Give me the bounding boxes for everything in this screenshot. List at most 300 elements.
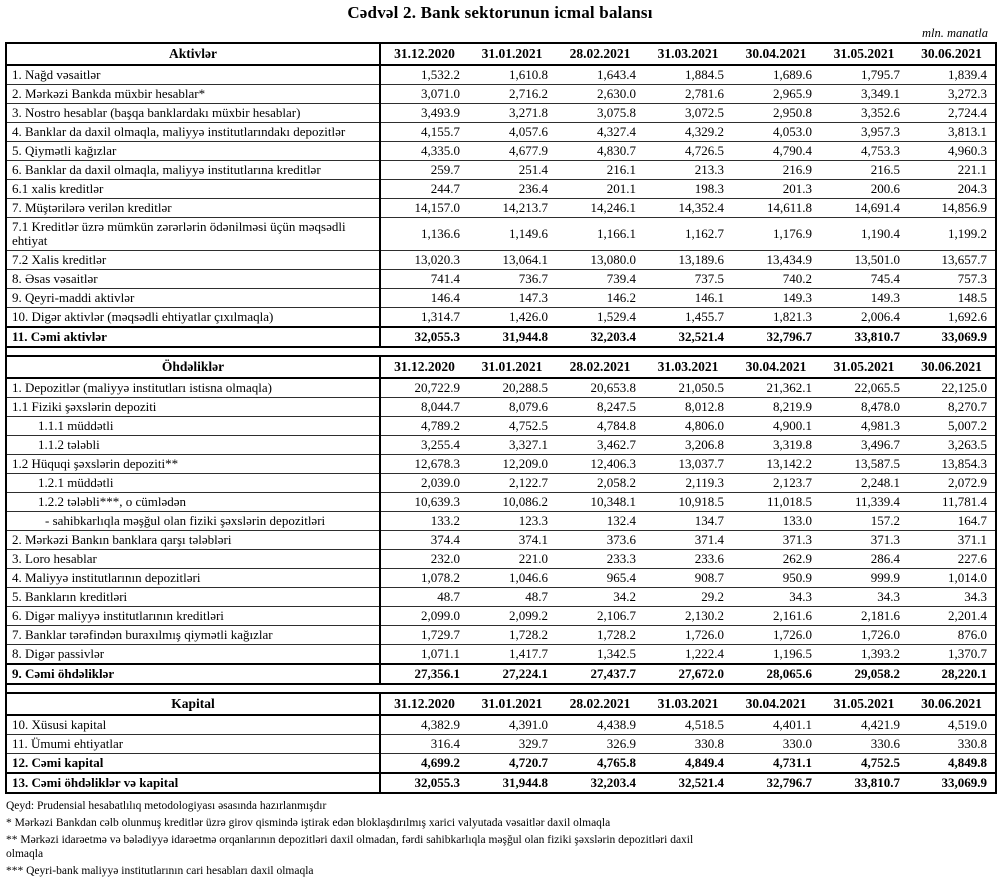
value-cell: 2,106.7 <box>556 607 644 626</box>
value-cell: 4,329.2 <box>644 123 732 142</box>
value-cell: 4,753.3 <box>820 142 908 161</box>
table-row <box>6 378 996 398</box>
table-row <box>6 512 996 531</box>
column-header-date: 31.12.2020 <box>380 693 468 715</box>
value-cell: 133.0 <box>732 512 820 531</box>
value-cell: 149.3 <box>820 289 908 308</box>
value-cell: 10,086.2 <box>468 493 556 512</box>
value-cell: 1,839.4 <box>908 65 996 85</box>
table-row <box>6 493 996 512</box>
value-cell: 34.2 <box>556 588 644 607</box>
value-cell: 3,352.6 <box>820 104 908 123</box>
value-cell: 5,007.2 <box>908 417 996 436</box>
value-cell: 371.4 <box>644 531 732 550</box>
section-title: Kapital <box>6 693 380 715</box>
table-row <box>6 531 996 550</box>
column-header-date: 28.02.2021 <box>556 43 644 65</box>
column-header-date: 31.05.2021 <box>820 356 908 378</box>
value-cell: 739.4 <box>556 270 644 289</box>
value-cell: 259.7 <box>380 161 468 180</box>
value-cell: 14,856.9 <box>908 199 996 218</box>
value-cell: 8,270.7 <box>908 398 996 417</box>
value-cell: 1,884.5 <box>644 65 732 85</box>
value-cell: 4,752.5 <box>468 417 556 436</box>
value-cell: 10,918.5 <box>644 493 732 512</box>
value-cell: 32,521.4 <box>644 773 732 793</box>
value-cell: 13,080.0 <box>556 251 644 270</box>
value-cell: 34.3 <box>908 588 996 607</box>
value-cell: 1,426.0 <box>468 308 556 328</box>
value-cell: 4,765.8 <box>556 754 644 774</box>
value-cell: 3,272.3 <box>908 85 996 104</box>
value-cell: 33,069.9 <box>908 773 996 793</box>
value-cell: 32,055.3 <box>380 327 468 347</box>
row-label: 6.1 xalis kreditlər <box>6 180 380 199</box>
table-row <box>6 645 996 665</box>
value-cell: 233.6 <box>644 550 732 569</box>
value-cell: 2,099.2 <box>468 607 556 626</box>
value-cell: 146.2 <box>556 289 644 308</box>
value-cell: 4,849.8 <box>908 754 996 774</box>
value-cell: 8,079.6 <box>468 398 556 417</box>
section-spacer <box>6 684 996 693</box>
column-header-date: 30.04.2021 <box>732 43 820 65</box>
footnotes-block <box>6 799 711 878</box>
row-label: 11. Cəmi aktivlər <box>6 327 380 347</box>
value-cell: 3,255.4 <box>380 436 468 455</box>
column-header-date: 28.02.2021 <box>556 356 644 378</box>
value-cell: 236.4 <box>468 180 556 199</box>
column-header-date: 28.02.2021 <box>556 693 644 715</box>
column-header-date: 31.12.2020 <box>380 356 468 378</box>
value-cell: 146.1 <box>644 289 732 308</box>
value-cell: 1,728.2 <box>556 626 644 645</box>
value-cell: 4,849.4 <box>644 754 732 774</box>
value-cell: 148.5 <box>908 289 996 308</box>
value-cell: 4,519.0 <box>908 715 996 735</box>
value-cell: 4,806.0 <box>644 417 732 436</box>
value-cell: 27,437.7 <box>556 664 644 684</box>
value-cell: 876.0 <box>908 626 996 645</box>
column-header-date: 30.04.2021 <box>732 693 820 715</box>
value-cell: 2,950.8 <box>732 104 820 123</box>
value-cell: 1,795.7 <box>820 65 908 85</box>
table-row <box>6 142 996 161</box>
row-label: 1. Depozitlər (maliyyə institutları istisna olmaqla) <box>6 378 380 398</box>
value-cell: 2,248.1 <box>820 474 908 493</box>
row-label: 1.2.2 tələbli***, o cümlədən <box>6 493 380 512</box>
value-cell: 741.4 <box>380 270 468 289</box>
row-label: 5. Bankların kreditləri <box>6 588 380 607</box>
value-cell: 1,342.5 <box>556 645 644 665</box>
column-header-date: 31.03.2021 <box>644 356 732 378</box>
value-cell: 13,587.5 <box>820 455 908 474</box>
value-cell: 1,643.4 <box>556 65 644 85</box>
value-cell: 227.6 <box>908 550 996 569</box>
row-label: 2. Mərkəzi Bankda müxbir hesablar* <box>6 85 380 104</box>
value-cell: 1,529.4 <box>556 308 644 328</box>
value-cell: 2,123.7 <box>732 474 820 493</box>
value-cell: 1,455.7 <box>644 308 732 328</box>
value-cell: 2,130.2 <box>644 607 732 626</box>
value-cell: 21,362.1 <box>732 378 820 398</box>
value-cell: 371.3 <box>732 531 820 550</box>
column-header-date: 30.06.2021 <box>908 43 996 65</box>
value-cell: 1,726.0 <box>732 626 820 645</box>
value-cell: 326.9 <box>556 735 644 754</box>
value-cell: 2,119.3 <box>644 474 732 493</box>
value-cell: 736.7 <box>468 270 556 289</box>
section-spacer-cell <box>6 684 996 693</box>
table-row <box>6 199 996 218</box>
section-title: Öhdəliklər <box>6 356 380 378</box>
value-cell: 4,438.9 <box>556 715 644 735</box>
value-cell: 132.4 <box>556 512 644 531</box>
value-cell: 8,044.7 <box>380 398 468 417</box>
value-cell: 13,142.2 <box>732 455 820 474</box>
table-row <box>6 474 996 493</box>
value-cell: 2,099.0 <box>380 607 468 626</box>
value-cell: 2,724.4 <box>908 104 996 123</box>
column-header-date: 30.04.2021 <box>732 356 820 378</box>
value-cell: 213.3 <box>644 161 732 180</box>
value-cell: 757.3 <box>908 270 996 289</box>
column-header-date: 30.06.2021 <box>908 356 996 378</box>
value-cell: 4,789.2 <box>380 417 468 436</box>
value-cell: 965.4 <box>556 569 644 588</box>
value-cell: 1,726.0 <box>820 626 908 645</box>
value-cell: 3,319.8 <box>732 436 820 455</box>
row-label: 12. Cəmi kapital <box>6 754 380 774</box>
value-cell: 1,078.2 <box>380 569 468 588</box>
table-row <box>6 417 996 436</box>
column-header-date: 31.03.2021 <box>644 43 732 65</box>
value-cell: 33,810.7 <box>820 773 908 793</box>
value-cell: 221.0 <box>468 550 556 569</box>
value-cell: 12,678.3 <box>380 455 468 474</box>
value-cell: 20,722.9 <box>380 378 468 398</box>
table-row <box>6 308 996 328</box>
table-row <box>6 85 996 104</box>
row-label: 8. Əsas vəsaitlər <box>6 270 380 289</box>
value-cell: 2,058.2 <box>556 474 644 493</box>
value-cell: 1,222.4 <box>644 645 732 665</box>
value-cell: 262.9 <box>732 550 820 569</box>
value-cell: 1,149.6 <box>468 218 556 251</box>
column-header-date: 31.03.2021 <box>644 693 732 715</box>
value-cell: 251.4 <box>468 161 556 180</box>
value-cell: 4,720.7 <box>468 754 556 774</box>
value-cell: 4,731.1 <box>732 754 820 774</box>
value-cell: 10,348.1 <box>556 493 644 512</box>
value-cell: 1,136.6 <box>380 218 468 251</box>
table-row <box>6 715 996 735</box>
value-cell: 2,965.9 <box>732 85 820 104</box>
value-cell: 2,072.9 <box>908 474 996 493</box>
value-cell: 330.0 <box>732 735 820 754</box>
row-label: 8. Digər passivlər <box>6 645 380 665</box>
row-label: 1.2 Hüquqi şəxslərin depoziti** <box>6 455 380 474</box>
value-cell: 21,050.5 <box>644 378 732 398</box>
value-cell: 11,339.4 <box>820 493 908 512</box>
value-cell: 1,726.0 <box>644 626 732 645</box>
value-cell: 330.6 <box>820 735 908 754</box>
value-cell: 3,327.1 <box>468 436 556 455</box>
value-cell: 1,190.4 <box>820 218 908 251</box>
value-cell: 14,611.8 <box>732 199 820 218</box>
row-label: - sahibkarlıqla məşğul olan fiziki şəxslərin depozitləri <box>6 512 380 531</box>
row-label: 7.1 Kreditlər üzrə mümkün zərərlərin ödənilməsi üçün məqsədli ehtiyat <box>6 218 380 251</box>
value-cell: 13,037.7 <box>644 455 732 474</box>
value-cell: 2,781.6 <box>644 85 732 104</box>
table-row <box>6 436 996 455</box>
value-cell: 22,125.0 <box>908 378 996 398</box>
value-cell: 34.3 <box>820 588 908 607</box>
value-cell: 12,209.0 <box>468 455 556 474</box>
row-label: 1.1 Fiziki şəxslərin depoziti <box>6 398 380 417</box>
value-cell: 201.1 <box>556 180 644 199</box>
value-cell: 2,201.4 <box>908 607 996 626</box>
value-cell: 13,064.1 <box>468 251 556 270</box>
value-cell: 3,075.8 <box>556 104 644 123</box>
value-cell: 329.7 <box>468 735 556 754</box>
value-cell: 123.3 <box>468 512 556 531</box>
balance-sheet-table <box>5 42 997 794</box>
section-header-row <box>6 43 996 65</box>
value-cell: 32,521.4 <box>644 327 732 347</box>
value-cell: 3,349.1 <box>820 85 908 104</box>
value-cell: 4,699.2 <box>380 754 468 774</box>
unit-label: mln. manatla <box>922 26 988 40</box>
value-cell: 216.5 <box>820 161 908 180</box>
value-cell: 1,729.7 <box>380 626 468 645</box>
row-label: 3. Nostro hesablar (başqa banklardakı müxbir hesablar) <box>6 104 380 123</box>
value-cell: 1,046.6 <box>468 569 556 588</box>
table-row <box>6 773 996 793</box>
value-cell: 201.3 <box>732 180 820 199</box>
value-cell: 3,813.1 <box>908 123 996 142</box>
value-cell: 28,220.1 <box>908 664 996 684</box>
section-title: Aktivlər <box>6 43 380 65</box>
value-cell: 1,370.7 <box>908 645 996 665</box>
value-cell: 4,391.0 <box>468 715 556 735</box>
value-cell: 3,263.5 <box>908 436 996 455</box>
value-cell: 371.3 <box>820 531 908 550</box>
value-cell: 31,944.8 <box>468 773 556 793</box>
value-cell: 374.1 <box>468 531 556 550</box>
value-cell: 33,069.9 <box>908 327 996 347</box>
value-cell: 164.7 <box>908 512 996 531</box>
value-cell: 3,072.5 <box>644 104 732 123</box>
value-cell: 31,944.8 <box>468 327 556 347</box>
value-cell: 3,271.8 <box>468 104 556 123</box>
footnote: ** Mərkəzi idarəetmə və bələdiyyə idarəetmə orqanlarının depozitləri daxil olmadan, fərdi sahibkarlıqla məşğul olan fiziki şəxslərin depozitləri daxil olmaqla <box>6 834 694 860</box>
column-header-date: 31.01.2021 <box>468 693 556 715</box>
footnote: Qeyd: Prudensial hesabatlılıq metodologiyası əsasında hazırlanmışdır <box>6 800 327 812</box>
value-cell: 146.4 <box>380 289 468 308</box>
row-label: 6. Digər maliyyə institutlarının kreditləri <box>6 607 380 626</box>
value-cell: 1,314.7 <box>380 308 468 328</box>
value-cell: 3,493.9 <box>380 104 468 123</box>
value-cell: 27,356.1 <box>380 664 468 684</box>
value-cell: 4,900.1 <box>732 417 820 436</box>
value-cell: 374.4 <box>380 531 468 550</box>
footnote: *** Qeyri-bank maliyyə institutlarının cari hesabları daxil olmaqla <box>6 865 314 877</box>
value-cell: 4,830.7 <box>556 142 644 161</box>
table-row <box>6 104 996 123</box>
value-cell: 33,810.7 <box>820 327 908 347</box>
value-cell: 2,039.0 <box>380 474 468 493</box>
section-spacer <box>6 347 996 356</box>
value-cell: 14,352.4 <box>644 199 732 218</box>
table-row <box>6 327 996 347</box>
value-cell: 32,055.3 <box>380 773 468 793</box>
value-cell: 3,496.7 <box>820 436 908 455</box>
value-cell: 200.6 <box>820 180 908 199</box>
row-label: 4. Banklar da daxil olmaqla, maliyyə institutlarındakı depozitlər <box>6 123 380 142</box>
value-cell: 908.7 <box>644 569 732 588</box>
table-row <box>6 65 996 85</box>
value-cell: 4,752.5 <box>820 754 908 774</box>
column-header-date: 30.06.2021 <box>908 693 996 715</box>
value-cell: 13,657.7 <box>908 251 996 270</box>
row-label: 7. Müştərilərə verilən kreditlər <box>6 199 380 218</box>
table-row <box>6 754 996 774</box>
row-label: 10. Digər aktivlər (məqsədli ehtiyatlar çıxılmaqla) <box>6 308 380 328</box>
table-row <box>6 161 996 180</box>
row-label: 2. Mərkəzi Bankın banklara qarşı tələbləri <box>6 531 380 550</box>
value-cell: 3,071.0 <box>380 85 468 104</box>
value-cell: 4,421.9 <box>820 715 908 735</box>
value-cell: 14,213.7 <box>468 199 556 218</box>
value-cell: 133.2 <box>380 512 468 531</box>
value-cell: 1,610.8 <box>468 65 556 85</box>
row-label: 9. Qeyri-maddi aktivlər <box>6 289 380 308</box>
value-cell: 134.7 <box>644 512 732 531</box>
table-row <box>6 626 996 645</box>
section-spacer-cell <box>6 347 996 356</box>
value-cell: 216.1 <box>556 161 644 180</box>
value-cell: 371.1 <box>908 531 996 550</box>
value-cell: 4,726.5 <box>644 142 732 161</box>
table-row <box>6 123 996 142</box>
table-row <box>6 607 996 626</box>
value-cell: 198.3 <box>644 180 732 199</box>
value-cell: 11,781.4 <box>908 493 996 512</box>
value-cell: 1,176.9 <box>732 218 820 251</box>
value-cell: 745.4 <box>820 270 908 289</box>
row-label: 6. Banklar da daxil olmaqla, maliyyə institutlarına kreditlər <box>6 161 380 180</box>
value-cell: 32,203.4 <box>556 327 644 347</box>
value-cell: 27,224.1 <box>468 664 556 684</box>
section-header-row <box>6 693 996 715</box>
value-cell: 3,462.7 <box>556 436 644 455</box>
value-cell: 1,417.7 <box>468 645 556 665</box>
row-label: 11. Ümumi ehtiyatlar <box>6 735 380 754</box>
value-cell: 1,689.6 <box>732 65 820 85</box>
row-label: 1.1.1 müddətli <box>6 417 380 436</box>
value-cell: 4,790.4 <box>732 142 820 161</box>
table-row <box>6 569 996 588</box>
value-cell: 14,691.4 <box>820 199 908 218</box>
row-label: 1.1.2 tələbli <box>6 436 380 455</box>
column-header-date: 31.05.2021 <box>820 693 908 715</box>
value-cell: 330.8 <box>644 735 732 754</box>
table-row <box>6 735 996 754</box>
footnote: * Mərkəzi Bankdan cəlb olunmuş kreditlər üzrə girov qismində iştirak edən bloklaşdırılmış xarici valyutada vəsaitlər daxil olmaqla <box>6 817 611 829</box>
value-cell: 12,406.3 <box>556 455 644 474</box>
value-cell: 1,196.5 <box>732 645 820 665</box>
table-row <box>6 251 996 270</box>
value-cell: 3,957.3 <box>820 123 908 142</box>
value-cell: 2,122.7 <box>468 474 556 493</box>
row-label: 3. Loro hesablar <box>6 550 380 569</box>
value-cell: 1,162.7 <box>644 218 732 251</box>
value-cell: 4,057.6 <box>468 123 556 142</box>
value-cell: 29,058.2 <box>820 664 908 684</box>
row-label: 5. Qiymətli kağızlar <box>6 142 380 161</box>
value-cell: 216.9 <box>732 161 820 180</box>
value-cell: 32,796.7 <box>732 327 820 347</box>
value-cell: 8,012.8 <box>644 398 732 417</box>
value-cell: 4,784.8 <box>556 417 644 436</box>
value-cell: 233.3 <box>556 550 644 569</box>
value-cell: 10,639.3 <box>380 493 468 512</box>
value-cell: 4,677.9 <box>468 142 556 161</box>
column-header-date: 31.01.2021 <box>468 43 556 65</box>
value-cell: 149.3 <box>732 289 820 308</box>
value-cell: 950.9 <box>732 569 820 588</box>
value-cell: 1,532.2 <box>380 65 468 85</box>
value-cell: 232.0 <box>380 550 468 569</box>
section-header-row <box>6 356 996 378</box>
value-cell: 2,181.6 <box>820 607 908 626</box>
value-cell: 204.3 <box>908 180 996 199</box>
value-cell: 8,478.0 <box>820 398 908 417</box>
value-cell: 27,672.0 <box>644 664 732 684</box>
value-cell: 4,382.9 <box>380 715 468 735</box>
page-title: Cədvəl 2. Bank sektorunun icmal balansı <box>347 3 653 22</box>
value-cell: 2,630.0 <box>556 85 644 104</box>
value-cell: 286.4 <box>820 550 908 569</box>
column-header-date: 31.01.2021 <box>468 356 556 378</box>
value-cell: 737.5 <box>644 270 732 289</box>
value-cell: 330.8 <box>908 735 996 754</box>
row-label: 10. Xüsusi kapital <box>6 715 380 735</box>
value-cell: 373.6 <box>556 531 644 550</box>
value-cell: 8,247.5 <box>556 398 644 417</box>
value-cell: 1,166.1 <box>556 218 644 251</box>
row-label: 9. Cəmi öhdəliklər <box>6 664 380 684</box>
value-cell: 4,518.5 <box>644 715 732 735</box>
row-label: 7.2 Xalis kreditlər <box>6 251 380 270</box>
value-cell: 4,053.0 <box>732 123 820 142</box>
value-cell: 157.2 <box>820 512 908 531</box>
value-cell: 1,071.1 <box>380 645 468 665</box>
table-row <box>6 218 996 251</box>
column-header-date: 31.12.2020 <box>380 43 468 65</box>
value-cell: 1,014.0 <box>908 569 996 588</box>
value-cell: 1,821.3 <box>732 308 820 328</box>
row-label: 1. Nağd vəsaitlər <box>6 65 380 85</box>
value-cell: 32,796.7 <box>732 773 820 793</box>
value-cell: 999.9 <box>820 569 908 588</box>
row-label: 1.2.1 müddətli <box>6 474 380 493</box>
value-cell: 29.2 <box>644 588 732 607</box>
value-cell: 3,206.8 <box>644 436 732 455</box>
value-cell: 1,692.6 <box>908 308 996 328</box>
value-cell: 28,065.6 <box>732 664 820 684</box>
